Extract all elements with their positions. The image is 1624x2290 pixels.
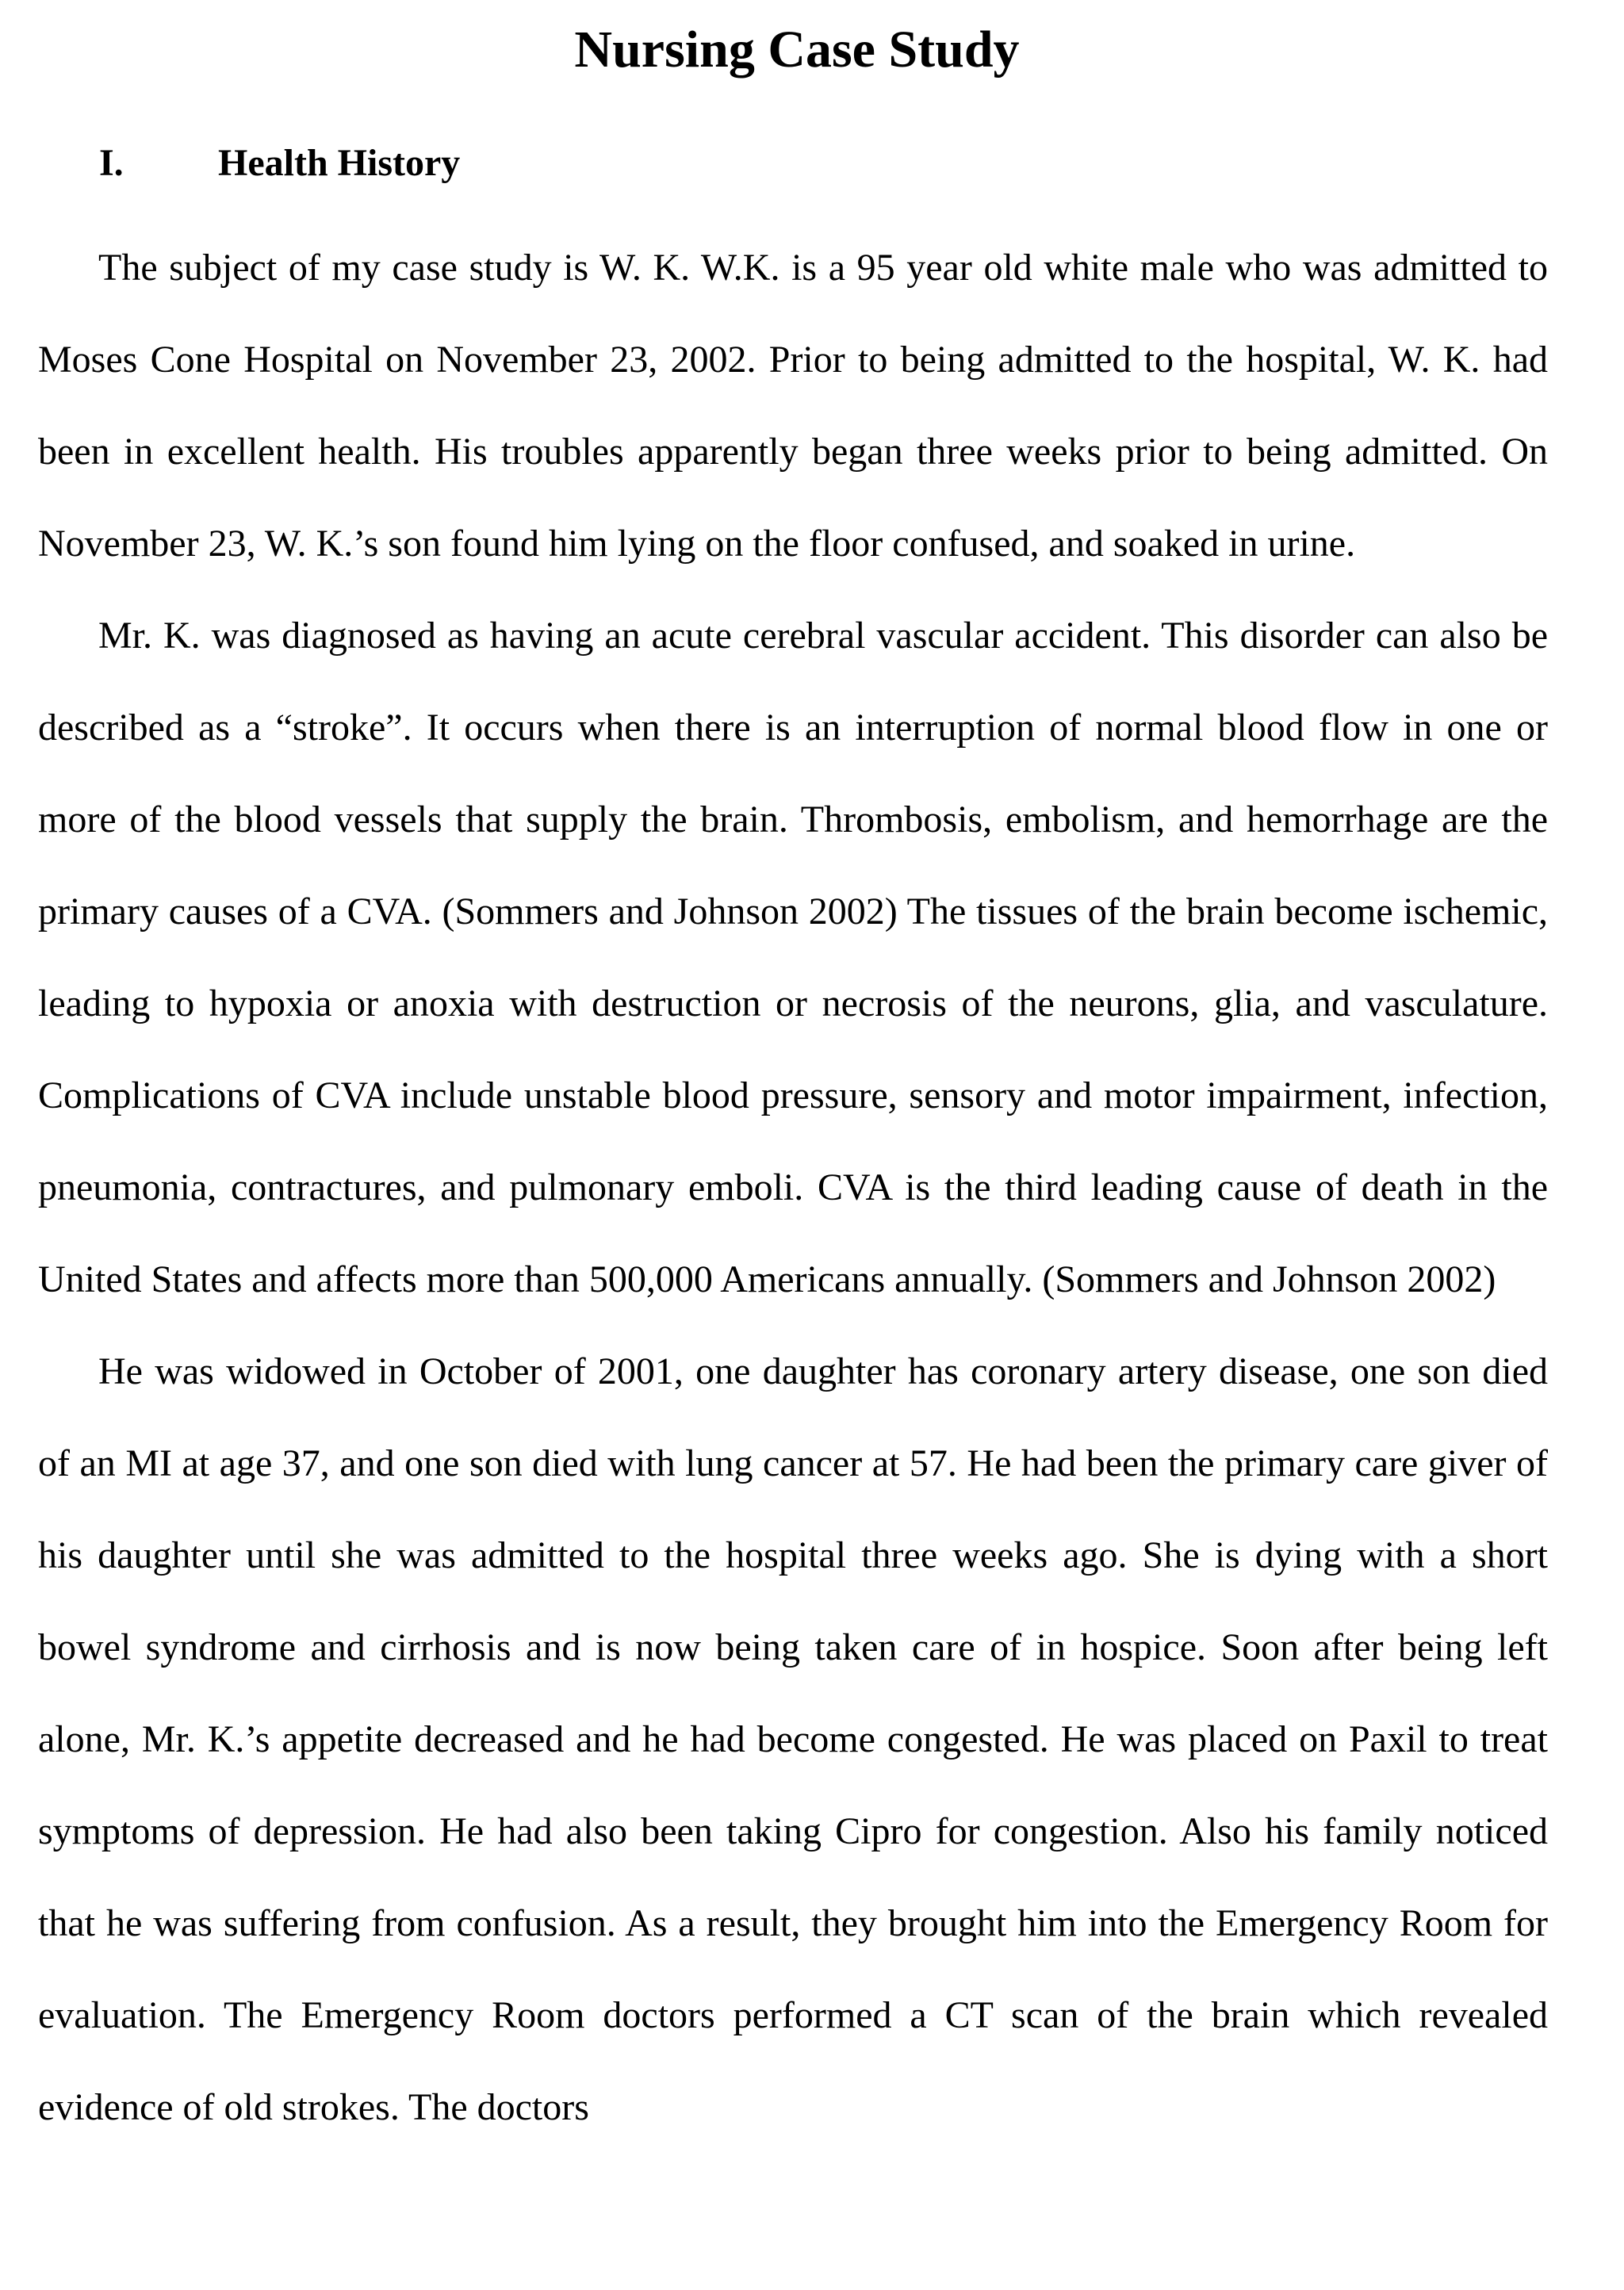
paragraph-introduction: The subject of my case study is W. K. W.K. is a 95 year old white male who was admitted to Moses Cone Hospital on November 23, 2002. Prior to being admitted to the hospital, W. K. had been in excellent health. His troubles apparently began three weeks prior to being admitted. On November 23, W. K.’s son found him lying on the floor confused, and soaked in urine. [38, 247, 1548, 565]
document-body [38, 222, 1548, 2154]
paragraph-diagnosis: Mr. K. was diagnosed as having an acute cerebral vascular accident. This disorder can also be described as a “stroke”. It occurs when there is an interruption of normal blood flow in one or more of the blood vessels that supply the brain. Thrombosis, embolism, and hemorrhage are the primary causes of a CVA. (Sommers and Johnson 2002) The tissues of the brain become ischemic, leading to hypoxia or anoxia with destruction or necrosis of the neurons, glia, and vasculature. Complications of CVA include unstable blood pressure, sensory and motor impairment, infection, pneumonia, contractures, and pulmonary emboli. CVA is the third leading cause of death in the United States and affects more than 500,000 Americans annually. (Sommers and Johnson 2002) [38, 615, 1548, 1300]
paragraph-family-history: He was widowed in October of 2001, one daughter has coronary artery disease, one son died of an MI at age 37, and one son died with lung cancer at 57. He had been the primary care giver of his daughter until she was admitted to the hospital three weeks ago. She is dying with a short bowel syndrome and cirrhosis and is now being taken care of in hospice. Soon after being left alone, Mr. K.’s appetite decreased and he had become congested. He was placed on Paxil to treat symptoms of depression. He had also been taking Cipro for congestion. Also his family noticed that he was suffering from confusion. As a result, they brought him into the Emergency Room for evaluation. The Emergency Room doctors performed a CT scan of the brain which revealed evidence of old strokes. The doctors [38, 1350, 1548, 2128]
section-heading [99, 132, 460, 195]
document-title: Nursing Case Study [574, 21, 1020, 79]
section-number: I. [99, 142, 124, 184]
section-title: Health History [218, 142, 461, 184]
